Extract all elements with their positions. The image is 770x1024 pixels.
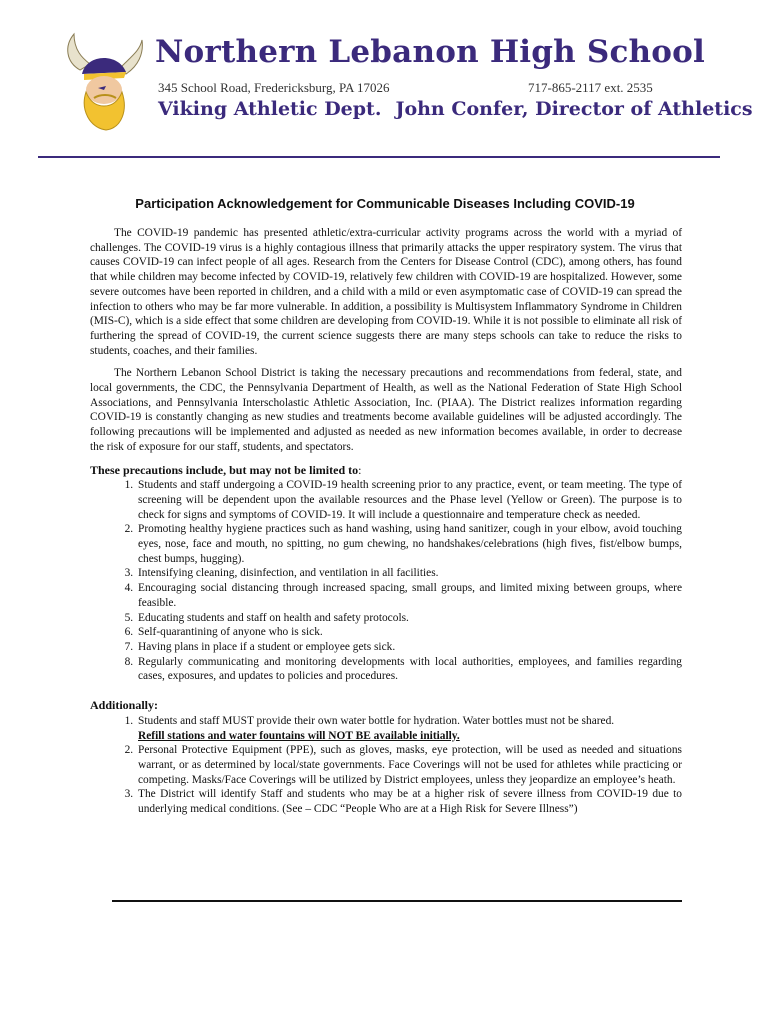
additionally-heading: Additionally:: [90, 698, 159, 713]
list-item: 2. Promoting healthy hygiene practices such as hand washing, using hand sanitizer, cough in your elbow, avoid touching eyes, nose, face and mouth, no spitting, no gum chewing, no handshakes/celebrations (high fives, fist/elbow bumps, chest bumps, hugging).: [136, 522, 682, 566]
school-phone: 717-865-2117 ext. 2535: [528, 80, 653, 95]
list-item: 4. Encouraging social distancing through increased spacing, small groups, and limited mixing between groups, where feasible.: [136, 581, 682, 610]
director-name: John Confer, Director of Athletics: [395, 98, 753, 120]
list-item: 2. Personal Protective Equipment (PPE), such as gloves, masks, eye protection, will be used as needed and situations warrant, or as determined by local/state governments. Face Coverings will not be used for athletes while practicing or competing. Masks/Face Coverings will be utilized by District employees, unless they jeopardize an employee’s heath.: [136, 743, 682, 787]
precautions-list: [90, 478, 682, 684]
school-name: Northern Lebanon High School: [155, 34, 706, 70]
list-item: 3. The District will identify Staff and students who may be at a higher risk of severe illness from COVID-19 due to underlying medical conditions. (See – CDC “People Who are at a High Risk for Severe Illness”): [136, 787, 682, 816]
precautions-heading: These precautions include, but may not be limited to:: [90, 462, 362, 477]
district-paragraph: The Northern Lebanon School District is taking the necessary precautions and recommendations from federal, state, and local governments, the CDC, the Pennsylvania Department of Health, as well as the National Federation of State High School Associations, and Pennsylvania Interscholastic Athletic Association, Inc. (PIAA). The District realizes information regarding COVID-19 is constantly changing as new studies and treatments become available guidelines will be adjusted accordingly. The following precautions will be implemented and adjusted as needed as new information becomes available, in order to decrease the risk of exposure for our staff, students, and spectators.: [90, 367, 682, 453]
intro-paragraph: The COVID-19 pandemic has presented athletic/extra-curricular activity programs across the world with a myriad of challenges. The COVID-19 virus is a highly contagious illness that primarily attacks the upper respiratory system. The virus that causes COVID-19 can infect people of all ages. Research from the Centers for Disease Control (CDC), among others, has found that while children may become infected by COVID-19, relatively few children with COVID-19 are hospitalized. However, some severe outcomes have been reported in children, and a child with a mild or even asymptomatic case of COVID-19 can spread the infection to others who may be far more vulnerable. In addition, a possibility is Multisystem Inflammatory Syndrome in Children (MIS-C), which is a side effect that some children are developing from COVID-19. While it is not possible to eliminate all risk of furthering the spread of COVID-19, the current science suggests there are many steps schools can take to reduce the risks to students, coaches, and their families.: [90, 227, 682, 357]
water-bottle-text: Students and staff MUST provide their own water bottle for hydration. Water bottles must not be shared.: [138, 714, 615, 727]
list-item: 1. Students and staff undergoing a COVID-19 health screening prior to any practice, event, or team meeting. The type of screening will be dependent upon the available resources and the Phase level (Yellow or Green). The purpose is to check for signs and symptoms of COVID-19. It will include a questionnaire and temperature check as needed.: [136, 478, 682, 522]
department-line: [158, 98, 753, 120]
list-item: 8. Regularly communicating and monitoring developments with local authorities, employees, and families regarding cases, exposures, and updates to policies and procedures.: [136, 655, 682, 684]
document-body: [90, 226, 682, 817]
list-item: 7. Having plans in place if a student or employee gets sick.: [136, 640, 682, 655]
footer-divider: [112, 900, 682, 902]
department-name: Viking Athletic Dept.: [158, 98, 382, 120]
viking-logo: [60, 32, 144, 132]
header-divider: [38, 156, 720, 158]
school-address: 345 School Road, Fredericksburg, PA 17026: [158, 80, 390, 95]
list-item: 6. Self-quarantining of anyone who is sick.: [136, 625, 682, 640]
document-title: Participation Acknowledgement for Communicable Diseases Including COVID-19: [135, 196, 635, 211]
additionally-list: [90, 714, 682, 817]
list-item: 3. Intensifying cleaning, disinfection, and ventilation in all facilities.: [136, 566, 682, 581]
list-item: 5. Educating students and staff on health and safety protocols.: [136, 611, 682, 626]
list-item: [136, 714, 682, 743]
refill-stations-notice: Refill stations and water fountains will NOT BE available initially.: [138, 729, 460, 742]
